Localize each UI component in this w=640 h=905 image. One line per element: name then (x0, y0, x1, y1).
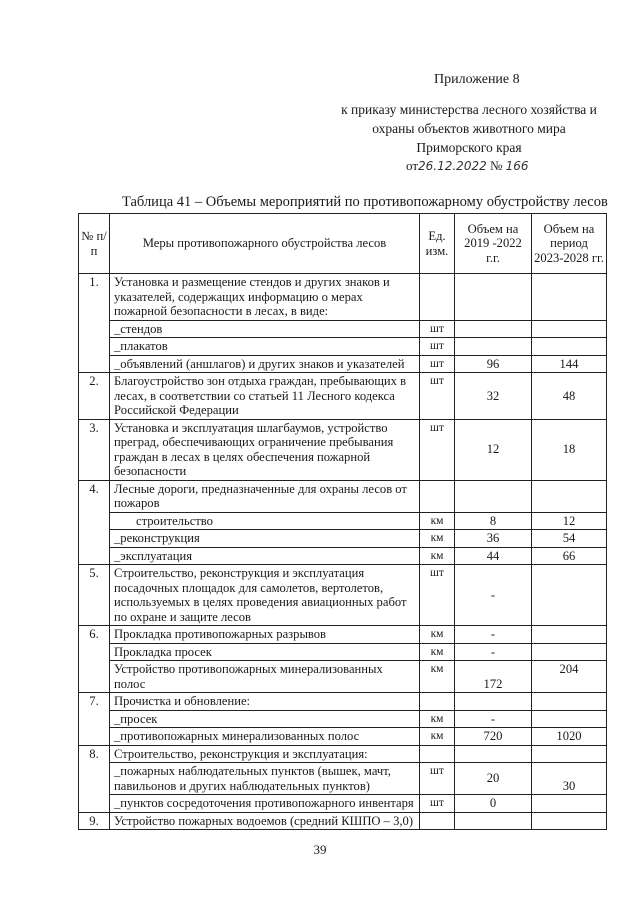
row-num: 8. (79, 745, 110, 812)
row-num: 3. (79, 419, 110, 480)
row-unit: км (420, 710, 455, 728)
row-text: Благоустройство зон отдыха граждан, пребывающих в лесах, в соответствии со статьей 11 Лесного кодекса Российской Федерации (110, 373, 420, 420)
row-unit: шт (420, 565, 455, 626)
row-text: Установка и размещение стендов и других знаков и указателей, содержащих информацию о мерах пожарной безопасности в лесах, в виде: (110, 274, 420, 321)
row-volume-2: 66 (532, 547, 607, 565)
table-row (79, 710, 607, 728)
row-volume-1: 8 (455, 512, 532, 530)
row-unit: км (420, 626, 455, 644)
table-row (79, 320, 607, 338)
measures-table (78, 213, 607, 830)
row-unit: шт (420, 355, 455, 373)
row-volume-1: 172 (455, 661, 532, 693)
handwritten-number: 166 (505, 159, 529, 173)
row-volume-1: 96 (455, 355, 532, 373)
row-text: Устройство пожарных водоемов (средний КШПО – 3,0) (110, 812, 420, 830)
row-volume-2: 30 (532, 763, 607, 795)
row-text: Строительство, реконструкция и эксплуатация: (110, 745, 420, 763)
table-row (79, 547, 607, 565)
handwritten-date: 26.12.2022 (418, 159, 487, 173)
row-num: 7. (79, 693, 110, 746)
order-date-line (406, 158, 529, 174)
row-num: 2. (79, 373, 110, 420)
order-line: охраны объектов животного мира (372, 121, 566, 136)
row-num: 1. (79, 274, 110, 373)
row-volume-2: 12 (532, 512, 607, 530)
header-unit: Ед. изм. (420, 214, 455, 274)
table-row (79, 626, 607, 644)
row-unit: шт (420, 763, 455, 795)
row-volume-1: 44 (455, 547, 532, 565)
table-row (79, 512, 607, 530)
row-text: _плакатов (110, 338, 420, 356)
row-text: Прокладка просек (110, 643, 420, 661)
row-num: 6. (79, 626, 110, 693)
date-prefix: от (406, 158, 419, 173)
row-volume-2: 204 (532, 661, 607, 693)
header-num: № п/п (79, 214, 110, 274)
table-row (79, 661, 607, 693)
row-volume-1: 12 (455, 419, 532, 480)
appendix-title: Приложение 8 (434, 72, 520, 87)
table-row (79, 763, 607, 795)
row-volume-1: 36 (455, 530, 532, 548)
order-line: Приморского края (416, 140, 522, 155)
row-num: 9. (79, 812, 110, 830)
table-row (79, 812, 607, 830)
row-text: _просек (110, 710, 420, 728)
order-line: к приказу министерства лесного хозяйства и (341, 102, 597, 117)
row-unit: шт (420, 419, 455, 480)
row-text: _эксплуатация (110, 547, 420, 565)
row-text: _объявлений (аншлагов) и других знаков и указателей (110, 355, 420, 373)
row-volume-1: - (455, 565, 532, 626)
row-text: Строительство, реконструкция и эксплуатация посадочных площадок для самолетов, вертолетов, используемых в целях проведения авиационных работ по охране и защите лесов (110, 565, 420, 626)
row-num: 5. (79, 565, 110, 626)
page-number: 39 (313, 842, 327, 857)
table-header-row (79, 214, 607, 274)
table-row (79, 745, 607, 763)
row-text: _стендов (110, 320, 420, 338)
row-num: 4. (79, 480, 110, 565)
row-volume-2: 1020 (532, 728, 607, 746)
row-unit: шт (420, 795, 455, 813)
row-text: Прокладка противопожарных разрывов (110, 626, 420, 644)
row-text: _пунктов сосредоточения противопожарного инвентаря (110, 795, 420, 813)
table-caption: Таблица 41 – Объемы мероприятий по противопожарному обустройству лесов (122, 194, 608, 210)
table-row (79, 643, 607, 661)
row-volume-2: 144 (532, 355, 607, 373)
row-unit: км (420, 643, 455, 661)
row-unit: км (420, 512, 455, 530)
table-row (79, 728, 607, 746)
table-row (79, 355, 607, 373)
row-text: строительство (110, 512, 420, 530)
table-row (79, 530, 607, 548)
header-volume-2023-2028: Объем на период 2023-2028 гг. (532, 214, 607, 274)
table-row (79, 338, 607, 356)
row-text: Устройство противопожарных минерализованных полос (110, 661, 420, 693)
row-text: Установка и эксплуатация шлагбаумов, устройство преград, обеспечивающих ограничение пребывания граждан в лесах в целях обеспечения пожарной безопасности (110, 419, 420, 480)
row-unit: шт (420, 373, 455, 420)
header-volume-2019-2022: Объем на 2019 -2022 г.г. (455, 214, 532, 274)
header-measure: Меры противопожарного обустройства лесов (110, 214, 420, 274)
table-row (79, 274, 607, 321)
row-volume-2: 54 (532, 530, 607, 548)
row-text: _противопожарных минерализованных полос (110, 728, 420, 746)
row-volume-2: 18 (532, 419, 607, 480)
row-text: _пожарных наблюдательных пунктов (вышек, мачт, павильонов и других наблюдательных пунктов) (110, 763, 420, 795)
row-volume-1: 32 (455, 373, 532, 420)
row-volume-1: - (455, 626, 532, 644)
row-text: Прочистка и обновление: (110, 693, 420, 711)
table-row (79, 373, 607, 420)
table-row (79, 419, 607, 480)
table-row (79, 565, 607, 626)
number-prefix: № (489, 158, 503, 173)
table-row (79, 795, 607, 813)
order-reference (340, 100, 598, 157)
row-text: Лесные дороги, предназначенные для охраны лесов от пожаров (110, 480, 420, 512)
row-unit: км (420, 547, 455, 565)
row-unit: шт (420, 338, 455, 356)
row-unit: км (420, 530, 455, 548)
row-unit: шт (420, 320, 455, 338)
row-volume-1: - (455, 643, 532, 661)
table-row (79, 693, 607, 711)
row-volume-2: 48 (532, 373, 607, 420)
row-text: _реконструкция (110, 530, 420, 548)
row-unit: км (420, 728, 455, 746)
row-volume-1: 0 (455, 795, 532, 813)
row-volume-1: 20 (455, 763, 532, 795)
row-volume-1: 720 (455, 728, 532, 746)
row-unit: км (420, 661, 455, 693)
table-row (79, 480, 607, 512)
row-volume-1: - (455, 710, 532, 728)
